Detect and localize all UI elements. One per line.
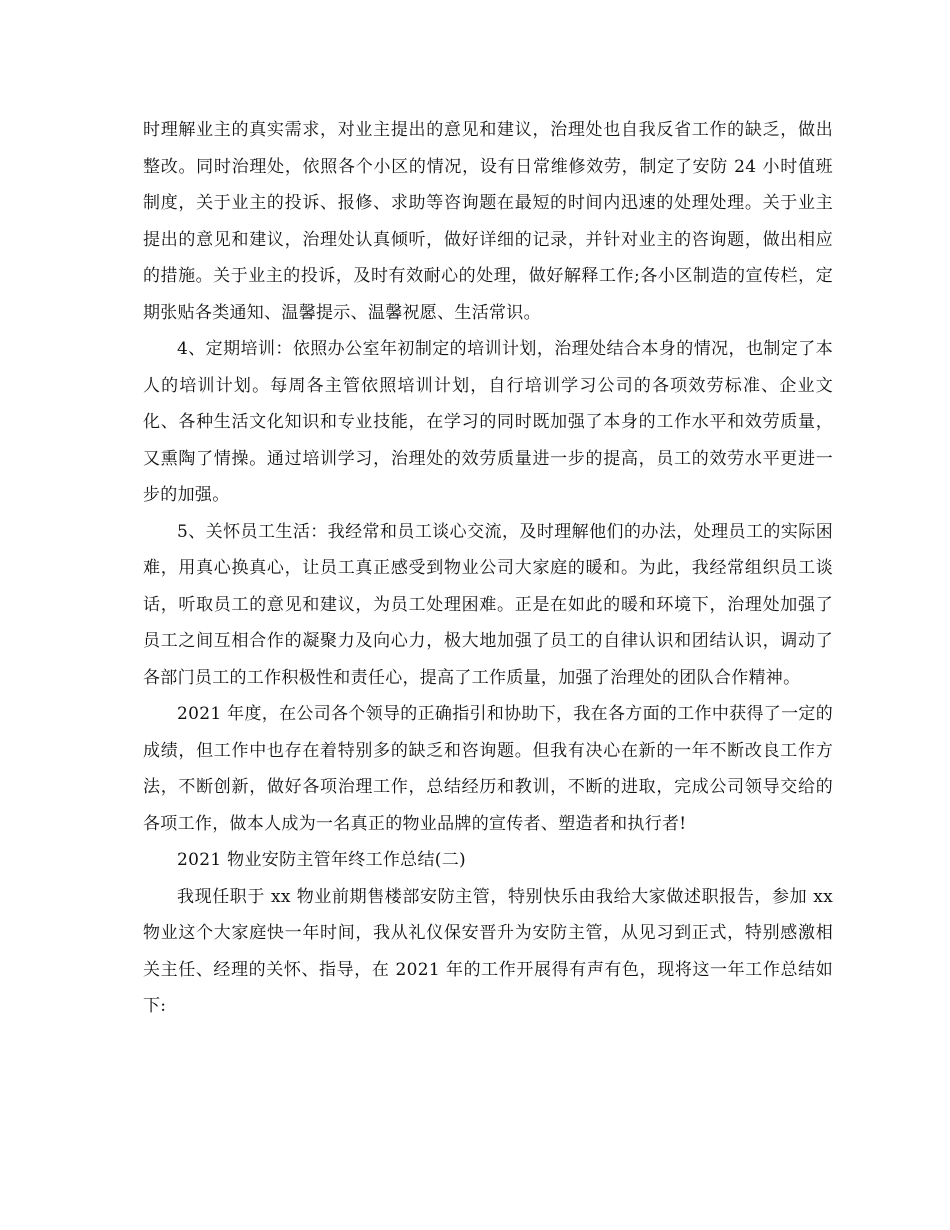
paragraph-owner-service: 时理解业主的真实需求，对业主提出的意见和建议，治理处也自我反省工作的缺乏，做出整改。同时治理处，依照各个小区的情况，设有日常维修效劳，制定了安防 24 小时值班制度，关于业主的投诉、报修、求助等咨询题在最短的时间内迅速的处理处理。关于业主提出的意见和建议，治理处认真倾听，做好详细的记录，并针对业主的咨询题，做出相应的措施。关于业主的投诉，及时有效耐心的处理，做好解释工作;各小区制造的宣传栏，定期张贴各类通知、温馨提示、温馨祝愿、生活常识。 [143,120,833,323]
paragraph-staff-care: 5、关怀员工生活：我经常和员工谈心交流，及时理解他们的办法，处理员工的实际困难，用真心换真心，让员工真正感受到物业公司大家庭的暖和。为此，我经常组织员工谈话，听取员工的意见和建议，为员工处理困难。正是在如此的暖和环境下，治理处加强了员工之间互相合作的凝聚力及向心力，极大地加强了员工的自律认识和团结认识，调动了各部门员工的工作积极性和责任心，提高了工作质量，加强了治理处的团队合作精神。 [143,521,833,688]
paragraph-regular-training: 4、定期培训：依照办公室年初制定的培训计划，治理处结合本身的情况，也制定了本人的培训计划。每周各主管依照培训计划，自行培训学习公司的各项效劳标准、企业文化、各种生活文化知识和专业技能，在学习的同时既加强了本身的工作水平和效劳质量，又熏陶了情操。通过培训学习，治理处的效劳质量进一步的提高，员工的效劳水平更进一步的加强。 [143,339,833,505]
document-body [143,112,833,1025]
paragraph-annual-summary: 2021 年度，在公司各个领导的正确指引和协助下，我在各方面的工作中获得了一定的成绩，但工作中也存在着特别多的缺乏和咨询题。但我有决心在新的一年不断改良工作方法，不断创新，做好各项治理工作，总结经历和教训，不断的进取，完成公司领导交给的各项工作，做本人成为一名真正的物业品牌的宣传者、塑造者和执行者! [143,704,833,834]
section-heading: 2021 物业安防主管年终工作总结(二) [177,850,466,870]
paragraph-introduction: 我现任职于 xx 物业前期售楼部安防主管，特别快乐由我给大家做述职报告，参加 xx 物业这个大家庭快一年时间，我从礼仪保安晋升为安防主管，从见习到正式，特别感激相关主任、经理的关怀、指导，在 2021 年的工作开展得有声有色，现将这一年工作总结如下: [143,886,833,1016]
